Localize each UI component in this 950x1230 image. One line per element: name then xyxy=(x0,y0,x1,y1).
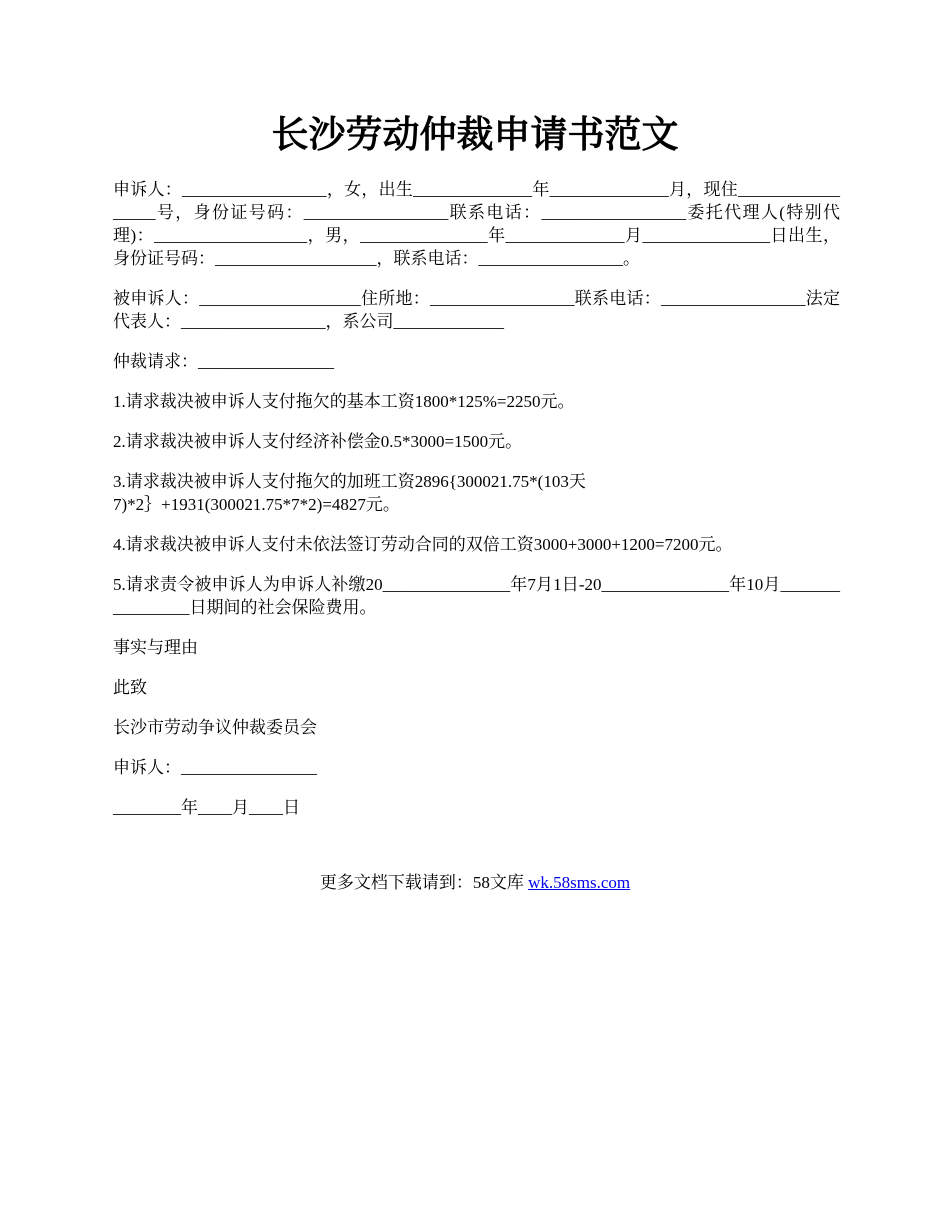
footer-text: 更多文档下载请到：58文库 xyxy=(319,873,529,892)
date-line: ________年____月____日 xyxy=(113,798,300,817)
request-item-5: 5.请求责令被申诉人为申诉人补缴20_______________年7月1日-20_______________年10月________________日期间的社会保险费用。 xyxy=(113,575,840,617)
document-title: 长沙劳动仲裁申请书范文 xyxy=(271,115,679,156)
arbitration-request-heading: 仲裁请求：________________ xyxy=(113,352,334,371)
complainant-info-paragraph: 申诉人：_________________，女，出生______________年______________月，现住_________________号，身份证号码：_________________联系电话：_________________委托代理人(特别代理)：__________________，男，_______________年______________月_______________日出生，身份证号码：___________________，联系电话：_________________。 xyxy=(113,180,840,268)
request-item-1: 1.请求裁决被申诉人支付拖欠的基本工资1800*125%=2250元。 xyxy=(113,392,575,411)
addressee: 长沙市劳动争议仲裁委员会 xyxy=(113,718,317,737)
respondent-info-paragraph: 被申诉人：___________________住所地：_________________联系电话：_________________法定代表人：_________________，系公司_____________ xyxy=(113,289,840,331)
request-item-2: 2.请求裁决被申诉人支付经济补偿金0.5*3000=1500元。 xyxy=(113,432,523,451)
request-item-3: 3.请求裁决被申诉人支付拖欠的加班工资2896{300021.75*(103天 7)*2｝+1931(300021.75*7*2)=4827元。 xyxy=(113,472,586,514)
facts-and-reasons-heading: 事实与理由 xyxy=(113,638,198,657)
document-body xyxy=(113,178,840,836)
request-item-4: 4.请求裁决被申诉人支付未依法签订劳动合同的双倍工资3000+3000+1200=7200元。 xyxy=(113,535,733,554)
download-footer xyxy=(0,871,950,895)
signature-line: 申诉人：________________ xyxy=(113,758,317,777)
footer-website-link[interactable]: wk.58sms.com xyxy=(528,873,631,892)
salutation: 此致 xyxy=(113,678,147,697)
